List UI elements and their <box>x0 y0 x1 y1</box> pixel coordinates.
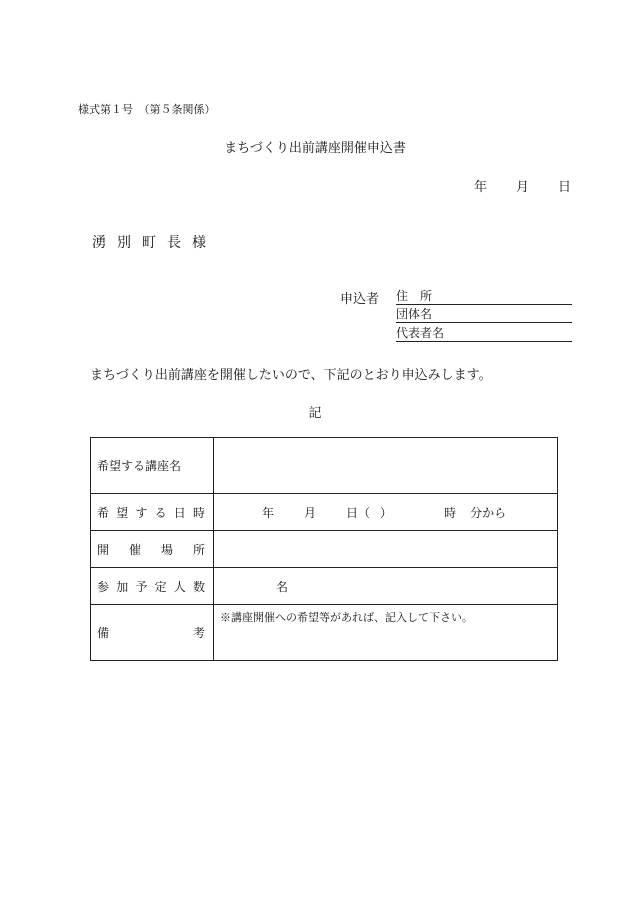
date-year: 年 <box>474 180 488 195</box>
participants-label: 参 加 予 定 人 数 <box>91 568 214 605</box>
address-field[interactable] <box>396 288 572 305</box>
application-table <box>90 437 558 661</box>
ki-heading: 記 <box>308 406 322 421</box>
date-day: 日 <box>558 180 572 195</box>
dt-day: 日（ <box>346 505 371 520</box>
remarks-value-cell[interactable] <box>214 605 558 661</box>
place-value-cell[interactable] <box>214 531 558 568</box>
form-number: 様式第１号 （第５条関係） <box>78 103 216 116</box>
dt-year: 年 <box>262 505 275 520</box>
applicant-label: 申込者 <box>340 292 380 307</box>
place-label: 開 催 場 所 <box>91 531 214 568</box>
intro-text: まちづくり出前講座を開催したいので、下記のとおり申込みします。 <box>90 368 492 383</box>
table-row-place <box>91 531 558 568</box>
remarks-note: ※講座開催への希望等があれば、記入して下さい。 <box>220 611 473 624</box>
table-row-course <box>91 438 558 494</box>
participants-unit: 名 <box>276 579 289 594</box>
course-value-cell[interactable] <box>214 438 558 494</box>
course-label: 希望する講座名 <box>91 438 214 494</box>
addressee: 湧別町長様 <box>92 235 217 251</box>
date-month: 月 <box>516 180 530 195</box>
remarks-label: 備 考 <box>91 605 214 661</box>
dt-minute: 分から <box>470 505 507 520</box>
table-row-datetime <box>91 494 558 531</box>
document-title: まちづくり出前講座開催申込書 <box>224 141 406 156</box>
address-label: 住 所 <box>396 289 433 303</box>
table-row-participants <box>91 568 558 605</box>
group-name-label: 団体名 <box>396 307 433 321</box>
representative-label: 代表者名 <box>396 326 445 340</box>
table-row-remarks <box>91 605 558 661</box>
dt-month: 月 <box>304 505 317 520</box>
datetime-value-cell[interactable] <box>214 494 558 531</box>
dt-hour: 時 <box>444 505 457 520</box>
group-name-field[interactable] <box>396 306 572 323</box>
datetime-label: 希 望 す る 日 時 <box>91 494 214 531</box>
participants-value-cell[interactable] <box>214 568 558 605</box>
representative-field[interactable] <box>396 325 572 342</box>
dt-paren-close: ） <box>380 505 393 520</box>
